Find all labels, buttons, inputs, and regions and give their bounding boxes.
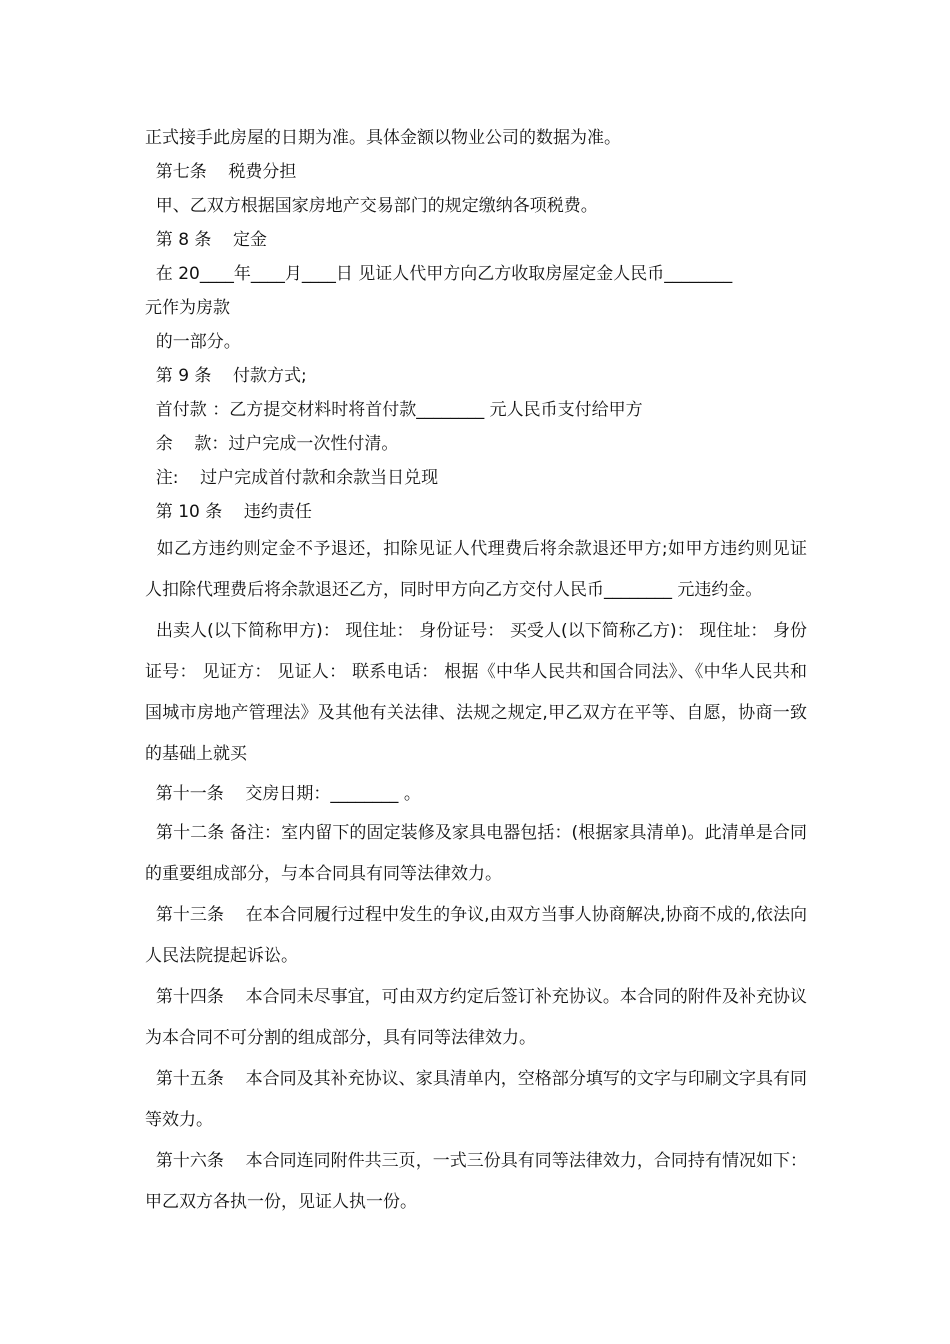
text-line: 首付款 ：乙方提交材料时将首付款________ 元人民币支付给甲方	[145, 400, 643, 420]
text-line: 在 20____年____月____日 见证人代甲方向乙方收取房屋定金人民币________	[145, 264, 733, 284]
text-line: 的一部分。	[145, 332, 241, 352]
article-11-line: 第十一条 交房日期：________ 。	[145, 784, 421, 804]
breach-paragraph: 如乙方违约则定金不予退还，扣除见证人代理费后将余款退还甲方;如甲方违约则见证人扣除代理费后将余款退还乙方，同时甲方向乙方交付人民币________ 元违约金。	[145, 539, 807, 600]
article-13-paragraph: 第十三条 在本合同履行过程中发生的争议,由双方当事人协商解决,协商不成的,依法向人民法院提起诉讼。	[145, 905, 807, 966]
article-12-paragraph: 第十二条 备注：室内留下的固定装修及家具电器包括：(根据家具清单)。此清单是合同的重要组成部分，与本合同具有同等法律效力。	[145, 823, 807, 884]
text-line: 甲、乙双方根据国家房地产交易部门的规定缴纳各项税费。	[145, 196, 598, 216]
article-16-paragraph: 第十六条 本合同连同附件共三页，一式三份具有同等法律效力，合同持有情况如下：甲乙双方各执一份，见证人执一份。	[145, 1151, 807, 1212]
text-line: 元作为房款	[145, 298, 230, 318]
article-7-heading: 第七条 税费分担	[145, 162, 297, 182]
text-line: 余 款：过户完成一次性付清。	[145, 434, 399, 454]
text-line: 注: 过户完成首付款和余款当日兑现	[145, 468, 439, 488]
article-9-heading: 第 9 条 付款方式;	[145, 366, 307, 386]
text-line: 正式接手此房屋的日期为准。具体金额以物业公司的数据为准。	[145, 128, 621, 148]
article-8-heading: 第 8 条 定金	[145, 230, 268, 250]
contract-page	[145, 121, 807, 1223]
parties-paragraph: 出卖人(以下简称甲方)： 现住址： 身份证号： 买受人(以下简称乙方)： 现住址： 身份证号： 见证方： 见证人： 联系电话： 根据《中华人民共和国合同法》、《中华人民共和国城市房地产管理法》及其他有关法律、法规之规定,甲乙双方在平等、自愿，协商一致的基础上就买	[145, 621, 808, 764]
article-10-heading: 第 10 条 违约责任	[145, 502, 312, 522]
article-14-paragraph: 第十四条 本合同未尽事宜，可由双方约定后签订补充协议。本合同的附件及补充协议为本合同不可分割的组成部分，具有同等法律效力。	[145, 987, 807, 1048]
article-15-paragraph: 第十五条 本合同及其补充协议、家具清单内，空格部分填写的文字与印刷文字具有同等效力。	[145, 1069, 807, 1130]
